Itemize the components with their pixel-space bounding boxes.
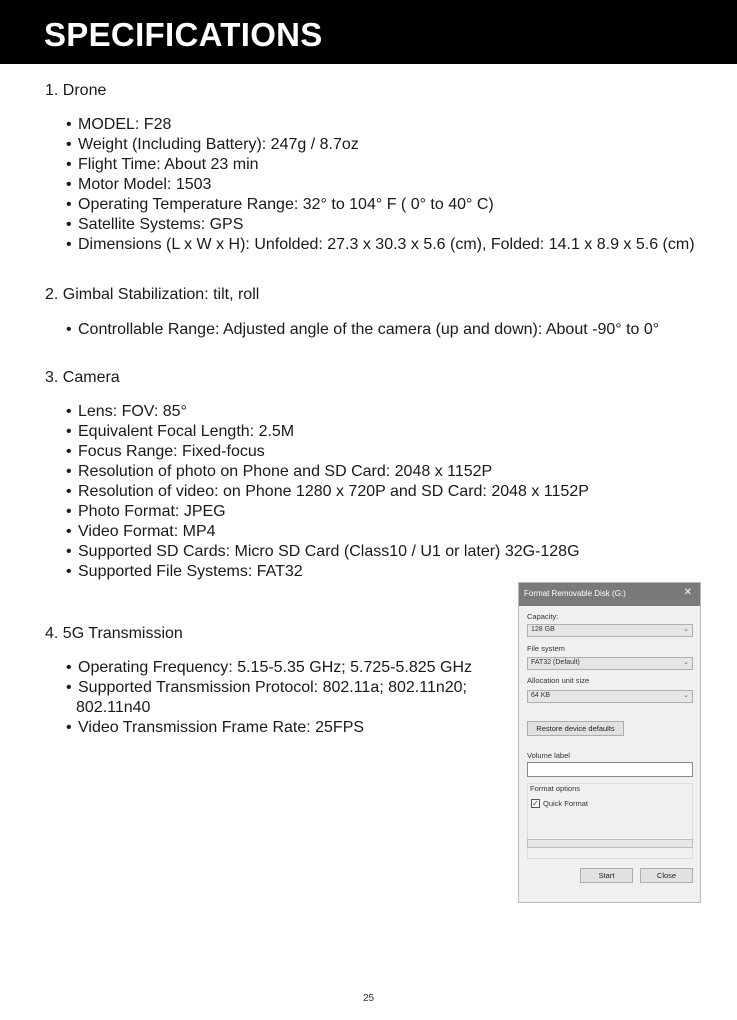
gimbal-spec-list <box>66 320 659 340</box>
list-item: • Weight (Including Battery): 247g / 8.7oz <box>66 136 359 153</box>
list-item: • Lens: FOV: 85° <box>66 403 187 420</box>
format-disk-dialog <box>518 582 701 903</box>
list-item-continuation: 802.11n40 <box>76 699 151 716</box>
dialog-title: Format Removable Disk (G:) <box>524 589 626 598</box>
list-item: • Video Transmission Frame Rate: 25FPS <box>66 719 365 736</box>
filesystem-label: File system <box>527 644 565 653</box>
allocation-value: 64 KB <box>531 692 551 699</box>
list-item: • Resolution of video: on Phone 1280 x 720P and SD Card: 2048 x 1152P <box>66 483 589 500</box>
page-number: 25 <box>362 993 375 1004</box>
quick-format-label: Quick Format <box>543 799 589 808</box>
list-item: • Supported Transmission Protocol: 802.11a; 802.11n20; <box>66 679 467 696</box>
list-item: • Controllable Range: Adjusted angle of the camera (up and down): About -90° to 0° <box>66 321 660 338</box>
section-heading-drone: 1. Drone <box>45 82 107 99</box>
section-heading-gimbal: 2. Gimbal Stabilization: tilt, roll <box>45 286 260 303</box>
list-item: • Dimensions (L x W x H): Unfolded: 27.3 x 30.3 x 5.6 (cm), Folded: 14.1 x 8.9 x 5.6 (cm) <box>66 236 695 253</box>
section-heading-transmission: 4. 5G Transmission <box>45 625 183 642</box>
close-icon[interactable]: ✕ <box>683 587 692 598</box>
list-item: • Operating Temperature Range: 32° to 104° F ( 0° to 40° C) <box>66 196 494 213</box>
format-progress-bar <box>527 839 693 848</box>
chevron-down-icon: ⌄ <box>683 626 689 633</box>
list-item: • Supported SD Cards: Micro SD Card (Class10 / U1 or later) 32G-128G <box>66 543 580 560</box>
format-options-label: Format options <box>530 784 581 793</box>
camera-spec-list <box>66 402 589 582</box>
capacity-select[interactable] <box>527 624 693 637</box>
list-item: • Supported File Systems: FAT32 <box>66 563 303 580</box>
capacity-value: 128 GB <box>531 626 555 633</box>
list-item: • Flight Time: About 23 min <box>66 156 259 173</box>
header-bar <box>0 0 737 64</box>
list-item: • Focus Range: Fixed-focus <box>66 443 265 460</box>
list-item: • Photo Format: JPEG <box>66 503 226 520</box>
drone-spec-list <box>66 115 695 255</box>
allocation-select[interactable] <box>527 690 693 703</box>
list-item: • Video Format: MP4 <box>66 523 216 540</box>
list-item: • Equivalent Focal Length: 2.5M <box>66 423 295 440</box>
dialog-titlebar <box>519 583 700 606</box>
list-item: • Motor Model: 1503 <box>66 176 212 193</box>
capacity-label: Capacity: <box>527 612 559 621</box>
restore-defaults-button[interactable]: Restore device defaults <box>527 721 624 736</box>
allocation-label: Allocation unit size <box>527 676 590 685</box>
chevron-down-icon: ⌄ <box>683 659 689 666</box>
chevron-down-icon: ⌄ <box>683 692 689 699</box>
close-button[interactable]: Close <box>640 868 693 883</box>
list-item: • Operating Frequency: 5.15-5.35 GHz; 5.725-5.825 GHz <box>66 659 472 676</box>
quick-format-checkbox[interactable]: ✓ <box>532 799 539 808</box>
list-item: • MODEL: F28 <box>66 116 172 133</box>
filesystem-select[interactable] <box>527 657 693 670</box>
volume-label: Volume label <box>527 751 570 760</box>
section-heading-camera: 3. Camera <box>45 369 120 386</box>
list-item: • Resolution of photo on Phone and SD Card: 2048 x 1152P <box>66 463 493 480</box>
volume-label-input[interactable] <box>527 762 693 777</box>
list-item: • Satellite Systems: GPS <box>66 216 244 233</box>
transmission-spec-list <box>66 658 472 738</box>
start-button[interactable]: Start <box>580 868 633 883</box>
filesystem-value: FAT32 (Default) <box>531 659 580 666</box>
page-title: SPECIFICATIONS <box>44 16 323 53</box>
